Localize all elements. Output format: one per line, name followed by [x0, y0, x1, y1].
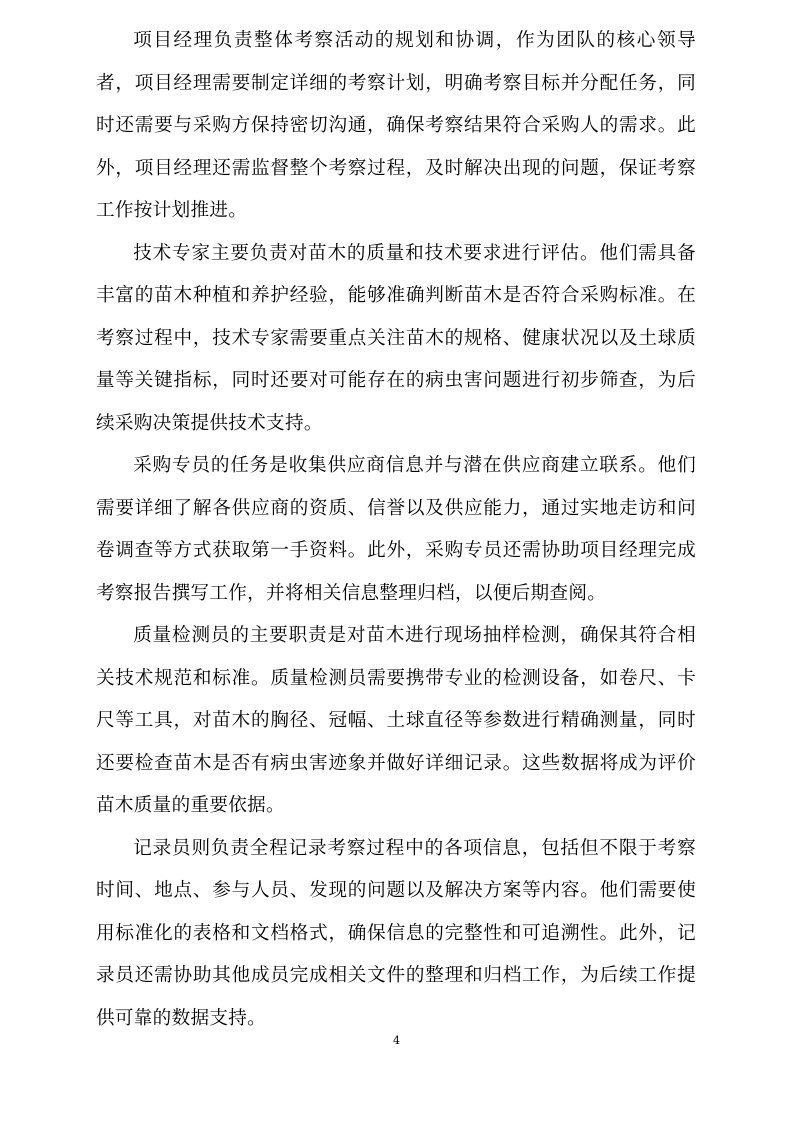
paragraph-recorder: 记录员则负责全程记录考察过程中的各项信息，包括但不限于考察时间、地点、参与人员、发现的问题以及解决方案等内容。他们需要使用标准化的表格和文档格式，确保信息的完整性和可追溯性。此外，记录员还需协助其他成员完成相关文件的整理和归档工作，为后续工作提供可靠的数据支持。: [96, 837, 696, 1029]
paragraph-procurement-specialist: 采购专员的任务是收集供应商信息并与潜在供应商建立联系。他们需要详细了解各供应商的资质、信誉以及供应能力，通过实地走访和问卷调查等方式获取第一手资料。此外，采购专员还需协助项目经理完成考察报告撰写工作，并将相关信息整理归档，以便后期查阅。: [96, 455, 696, 604]
paragraph-quality-inspector: 质量检测员的主要职责是对苗木进行现场抽样检测，确保其符合相关技术规范和标准。质量检测员需要携带专业的检测设备，如卷尺、卡尺等工具，对苗木的胸径、冠幅、土球直径等参数进行精确测量，同时还要检查苗木是否有病虫害迹象并做好详细记录。这些数据将成为评价苗木质量的重要依据。: [96, 625, 696, 816]
page-number: 4: [393, 1034, 400, 1047]
paragraph-project-manager: 项目经理负责整体考察活动的规划和协调，作为团队的核心领导者，项目经理需要制定详细的考察计划，明确考察目标并分配任务，同时还需要与采购方保持密切沟通，确保考察结果符合采购人的需求。此外，项目经理还需监督整个考察过程，及时解决出现的问题，保证考察工作按计划推进。: [96, 30, 696, 221]
body-text: [96, 20, 696, 1040]
paragraph-technical-expert: 技术专家主要负责对苗木的质量和技术要求进行评估。他们需具备丰富的苗木种植和养护经验，能够准确判断苗木是否符合采购标准。在考察过程中，技术专家需要重点关注苗木的规格、健康状况以及土球质量等关键指标，同时还要对可能存在的病虫害问题进行初步筛查，为后续采购决策提供技术支持。: [96, 242, 696, 434]
